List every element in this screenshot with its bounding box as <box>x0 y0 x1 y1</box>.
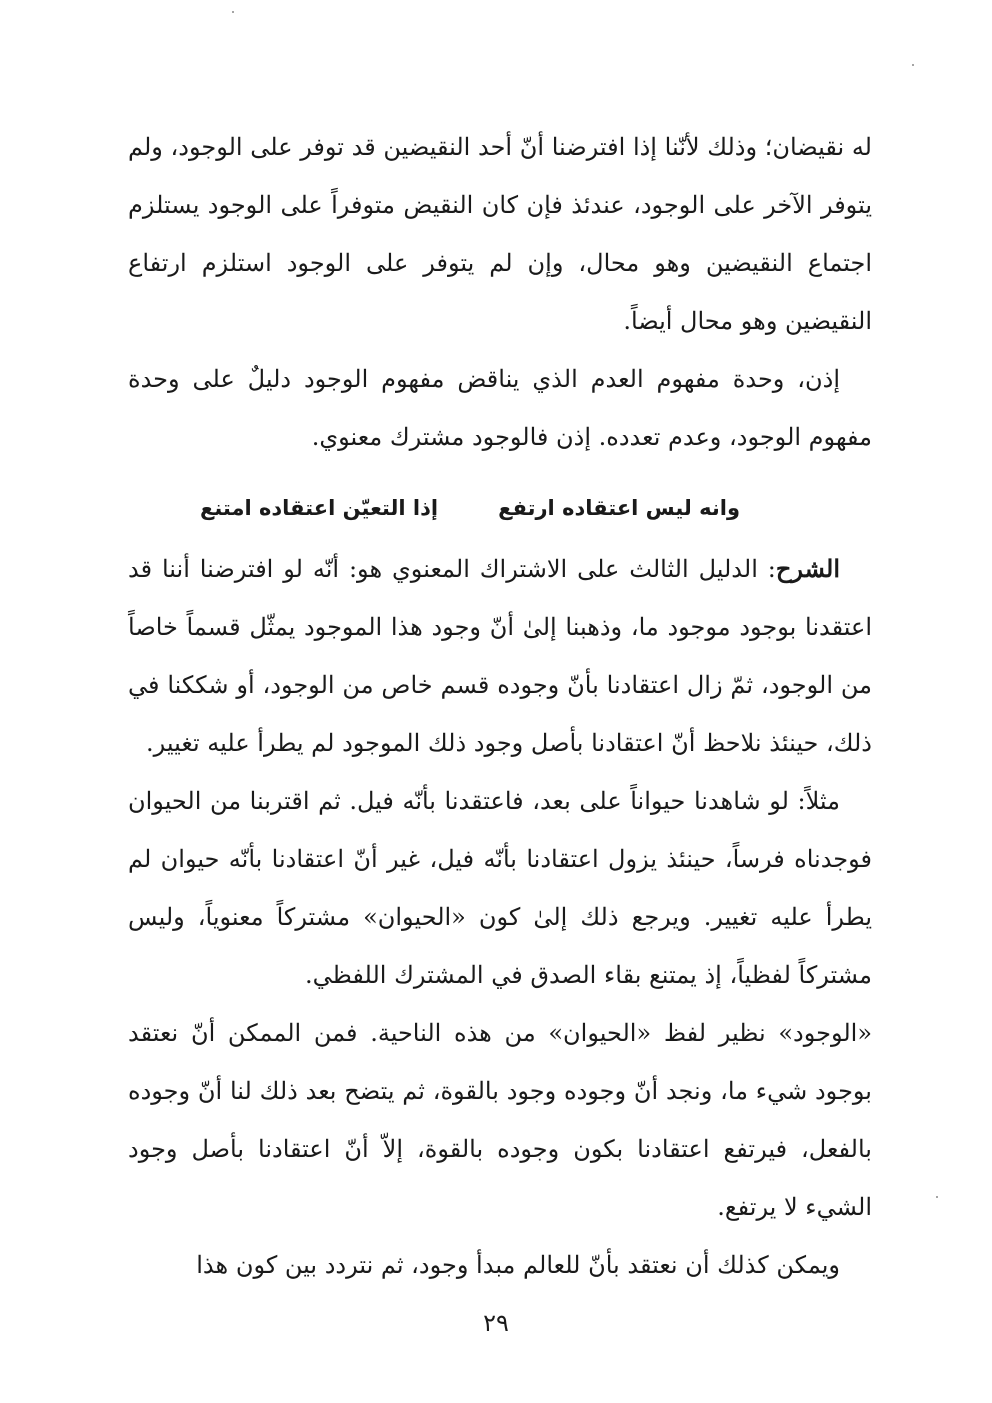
explanation-text: : الدليل الثالث على الاشتراك المعنوي هو: أنّه لو افترضنا أننا قد اعتقدنا بوجود موجود ما، وذهبنا إلىٰ أنّ وجود هذا الموجود يمثّل قسماً خاصاً من الوجود، ثمّ زال اعتقادنا بأنّ وجوده قسم خاص من الوجود، أو شككنا في ذلك، حينئذ نلاحظ أنّ اعتقادنا بأصل وجود ذلك الموجود لم يطرأ عليه تغيير. <box>128 555 872 757</box>
scan-speck <box>936 1196 938 1198</box>
page-number: ٢٩ <box>483 1309 509 1337</box>
explanation-lead: الشرح <box>775 554 840 583</box>
verse-second-hemistich: إذا التعيّن اعتقاده امتنع <box>200 496 439 520</box>
body-paragraph: مثلاً: لو شاهدنا حيواناً على بعد، فاعتقدنا بأنّه فيل. ثم اقتربنا من الحيوان فوجدناه فرساً، حينئذ يزول اعتقادنا بأنّه فيل، غير أنّ اعتقادنا بأنّه حيوان لم يطرأ عليه تغيير. ويرجع ذلك إلىٰ كون «الحيوان» مشتركاً معنوياً، وليس مشتركاً لفظياً، إذ يمتنع بقاء الصدق في المشترك اللفظي. <box>128 787 872 989</box>
body-paragraph: ويمكن كذلك أن نعتقد بأنّ للعالم مبدأ وجود، ثم نتردد بين كون هذا <box>196 1251 840 1279</box>
explanation-paragraph <box>128 540 872 772</box>
verse-line <box>200 488 740 528</box>
verse-first-hemistich: وانه ليس اعتقاده ارتفع <box>498 496 740 520</box>
body-paragraph: له نقيضان؛ وذلك لأنّنا إذا افترضنا أنّ أحد النقيضين قد توفر على الوجود، ولم يتوفر الآخر على الوجود، عندئذ فإن كان النقيض متوفراً على الوجود يستلزم اجتماع النقيضين وهو محال، وإن لم يتوفر على الوجود استلزم ارتفاع النقيضين وهو محال أيضاً. <box>128 133 872 335</box>
scan-speck <box>232 11 234 13</box>
top-text-block <box>128 118 872 466</box>
scan-speck <box>912 64 914 66</box>
body-paragraph: إذن، وحدة مفهوم العدم الذي يناقض مفهوم الوجود دليلٌ على وحدة مفهوم الوجود، وعدم تعدده. إذن فالوجود مشترك معنوي. <box>128 365 872 451</box>
body-paragraph: «الوجود» نظير لفظ «الحيوان» من هذه الناحية. فمن الممكن أنّ نعتقد بوجود شيء ما، ونجد أنّ وجوده وجود بالقوة، ثم يتضح بعد ذلك لنا أنّ وجوده بالفعل، فيرتفع اعتقادنا بكون وجوده بالقوة، إلاّ أنّ اعتقادنا بأصل وجود الشيء لا يرتفع. <box>128 1019 872 1221</box>
bottom-text-block <box>128 540 872 1294</box>
